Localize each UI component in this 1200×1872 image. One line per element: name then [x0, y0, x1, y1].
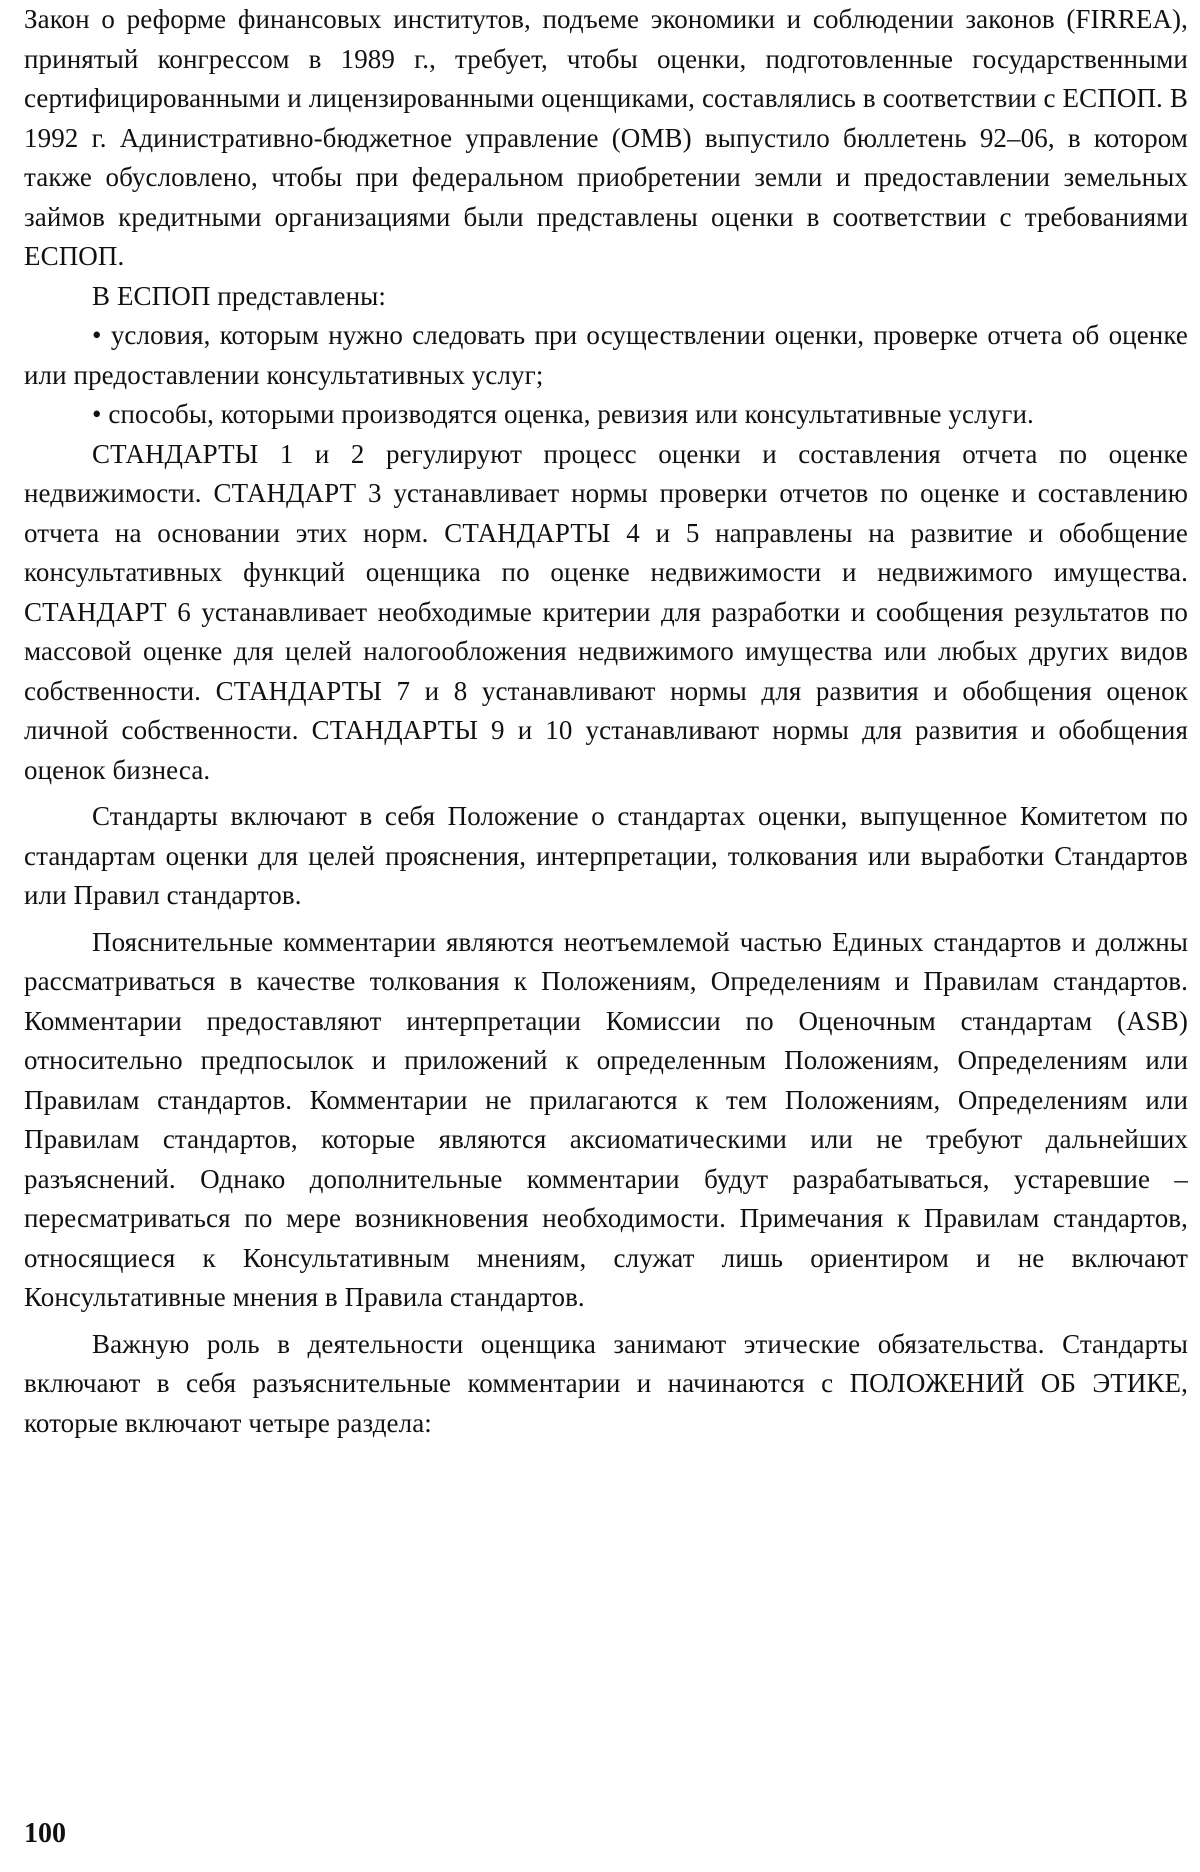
bullet-methods: • способы, которыми производятся оценка, ревизия или консультативные услуги. [92, 399, 1034, 429]
paragraph-espop-intro: В ЕСПОП представлены: [92, 280, 386, 311]
paragraph-comments: Пояснительные комментарии являются неотъемлемой частью Единых стандартов и должны рассматриваться в качестве толкования к Положениям, Определениям и Правилам стандартов. Комментарии предоставляют интерпретации Комиссии по Оценочным стандартам (ASB) относительно предпосылок и приложений к определенным Положениям, Определениям или Правилам стандартов. Комментарии не прилагаются к тем Положениям, Определениям или Правилам стандартов, которые являются аксиоматическими или не требуют дальнейших разъяснений. Однако дополнительные комментарии будут разрабатываться, устаревшие – пересматриваться по мере возникновения необходимости. Примечания к Правилам стандартов, относящиеся к Консультативным мнениям, служат лишь ориентиром и не включают Консультативные мнения в Правила стандартов. [24, 926, 1188, 1312]
paragraph-standards-statements: Стандарты включают в себя Положение о стандартах оценки, выпущенное Комитетом по стандартам оценки для целей прояснения, интерпретации, толкования или выработки Стандартов или Правил стандартов. [24, 801, 1188, 910]
paragraph-firrea: Закон о реформе финансовых институтов, подъеме экономики и соблюдении законов (FIRREA), принятый конгрессом в 1989 г., требует, чтобы оценки, подготовленные государственными сертифицированными и лицензированными оценщиками, составлялись в соответствии с ЕСПОП. В 1992 г. Адинистративно-бюджетное управление (ОМВ) выпустило бюллетень 92–06, в котором также обусловлено, чтобы при федеральном приобретении земли и предоставлении земельных займов кредитными организациями были представлены оценки в соответствии с требованиями ЕСПОП. [24, 4, 1188, 271]
paragraph-standards-list: СТАНДАРТЫ 1 и 2 регулируют процесс оценки и составления отчета по оценке недвижимости. СТАНДАРТ 3 устанавливает нормы проверки отчетов по оценке и составлению отчета на основании этих норм. СТАНДАРТЫ 4 и 5 направлены на развитие и обобщение консультативных функций оценщика по оценке недвижимости и недвижимого имущества. СТАНДАРТ 6 устанавливает необходимые критерии для разработки и сообщения результатов по массовой оценке для целей налогообложения недвижимого имущества или любых других видов собственности. СТАНДАРТЫ 7 и 8 устанавливают нормы для развития и обобщения оценок личной собственности. СТАНДАРТЫ 9 и 10 устанавливают нормы для развития и обобщения оценок бизнеса. [24, 438, 1188, 785]
page-number: 100 [24, 1818, 66, 1849]
paragraph-ethics: Важную роль в деятельности оценщика занимают этические обязательства. Стандарты включают в себя разъяснительные комментарии и начинаются с ПОЛОЖЕНИЙ ОБ ЭТИКЕ, которые включают четыре раздела: [24, 1328, 1188, 1438]
bullet-conditions: • условия, которым нужно следовать при осуществлении оценки, проверке отчета об оценке или предоставлении консультативных услуг; [24, 320, 1188, 390]
